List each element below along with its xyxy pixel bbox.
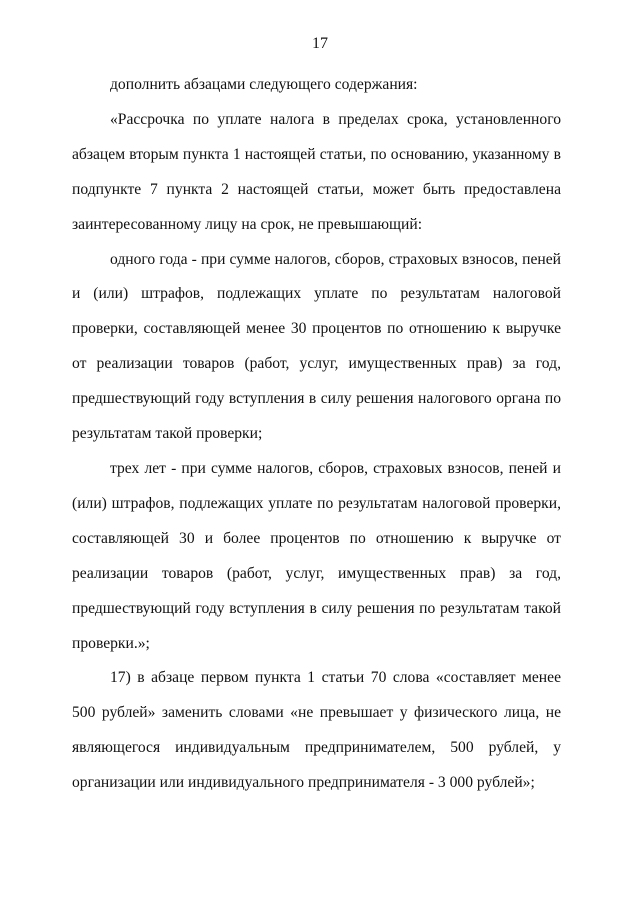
- paragraph-item-17: 17) в абзаце первом пункта 1 статьи 70 слова «составляет менее 500 рублей» заменить словами «не превышает у физического лица, не являющегося индивидуальным предпринимателем, 500 рублей, у организации или индивидуального предпринимателя - 3 000 рублей»;: [72, 669, 561, 792]
- paragraph-one-year: одного года - при сумме налогов, сборов, страховых взносов, пеней и (или) штрафов, подлежащих уплате по результатам налоговой проверки, составляющей менее 30 процентов по отношению к выручке от реализации товаров (работ, услуг, имущественных прав) за год, предшествующий году вступления в силу решения налогового органа по результатам такой проверки;: [72, 250, 561, 443]
- document-body: [72, 68, 561, 801]
- paragraph-three-years: трех лет - при сумме налогов, сборов, страховых взносов, пеней и (или) штрафов, подлежащих уплате по результатам налоговой проверки, составляющей 30 и более процентов по отношению к выручке от реализации товаров (работ, услуг, имущественных прав) за год, предшествующий году вступления в силу решения по результатам такой проверки.»;: [72, 459, 561, 652]
- page-number: 17: [312, 35, 328, 52]
- paragraph-installment-rule: «Рассрочка по уплате налога в пределах срока, установленного абзацем вторым пункта 1 настоящей статьи, по основанию, указанному в подпункте 7 пункта 2 настоящей статьи, может быть предоставлена заинтересованному лицу на срок, не превышающий:: [72, 110, 561, 233]
- paragraph-intro: дополнить абзацами следующего содержания:: [110, 76, 418, 93]
